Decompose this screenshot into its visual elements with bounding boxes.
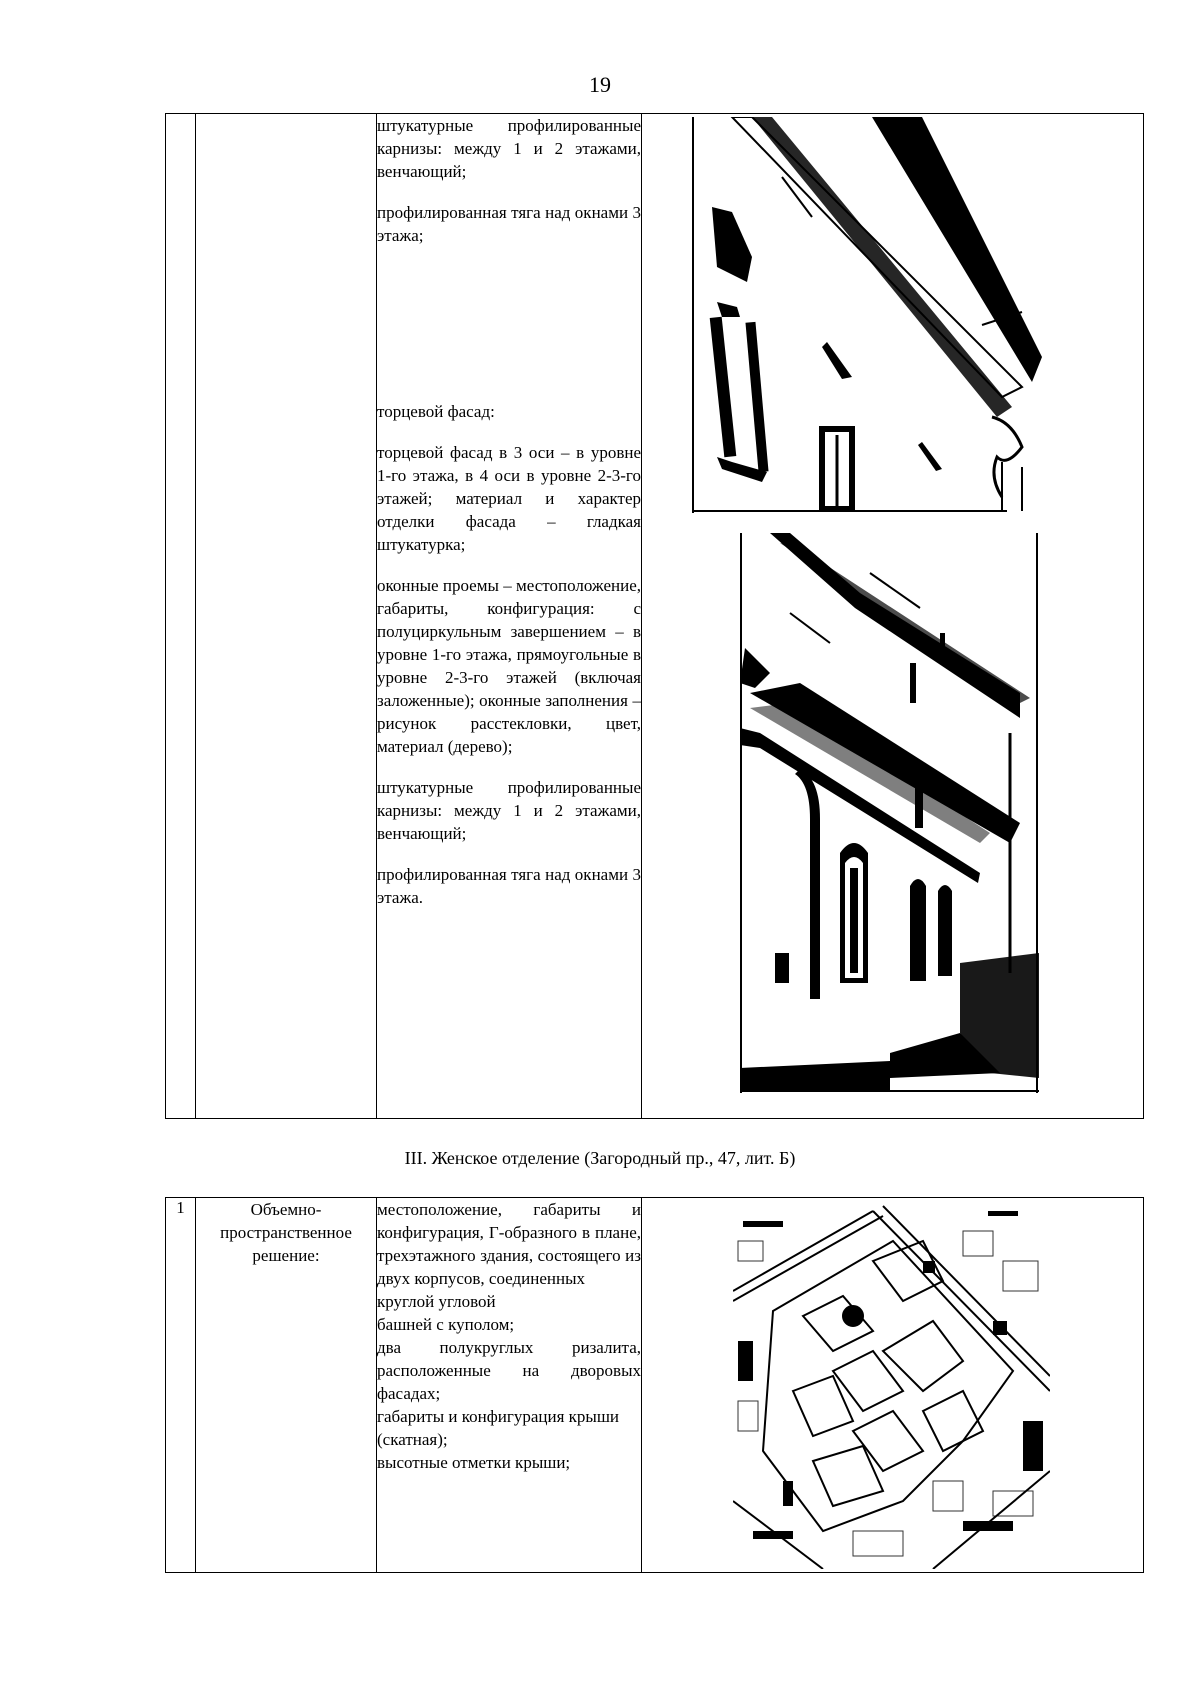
description-paragraph: торцевой фасад в 3 оси – в уровне 1-го этажа, в 4 оси в уровне 2-3-го этажей; материал и характер отделки фасада – гладкая штукатурка; <box>377 443 641 554</box>
section-title: III. Женское отделение (Загородный пр., 47, лит. Б) <box>404 1148 796 1168</box>
description-line: (скатная); <box>377 1430 448 1449</box>
description-line: габариты и конфигурация крыши <box>377 1407 620 1426</box>
row-number-cell <box>166 114 196 1119</box>
description-cell <box>377 1198 642 1573</box>
element-name-cell <box>196 114 377 1119</box>
page-number: 19 <box>589 72 611 97</box>
description-paragraph: штукатурные профилированные карнизы: между 1 и 2 этажами, венчающий; <box>377 116 641 181</box>
end-facade-photo <box>740 533 1039 1093</box>
description-paragraph: профилированная тяга над окнами 3 этажа. <box>377 865 641 907</box>
site-plan-photo <box>733 1201 1050 1569</box>
description-line: местоположение, габариты и конфигурация, Г-образного в плане, трехэтажного здания, состоящего из двух корпусов, соединенных <box>377 1200 641 1288</box>
description-cell <box>377 114 642 1119</box>
description-line: два полукруглых ризалита, расположенные на дворовых фасадах; <box>377 1338 641 1403</box>
facade-cornice-photo <box>692 117 1081 513</box>
description-line: башней с куполом; <box>377 1315 515 1334</box>
description-line: высотные отметки крыши; <box>377 1453 571 1472</box>
description-paragraph: торцевой фасад: <box>377 402 495 421</box>
description-line: круглой угловой <box>377 1292 496 1311</box>
element-name-cell: Объемно-пространственное решение: <box>196 1198 377 1573</box>
description-paragraph: штукатурные профилированные карнизы: между 1 и 2 этажами, венчающий; <box>377 778 641 843</box>
description-paragraph: оконные проемы – местоположение, габариты, конфигурация: с полуциркульным завершением – в уровне 1-го этажа, прямоугольные в уровне 2-3-го этажей (включая заложенные); оконные заполнения – рисунок расстекловки, цвет, материал (дерево); <box>377 576 641 756</box>
description-paragraph: профилированная тяга над окнами 3 этажа; <box>377 203 641 245</box>
row-number-cell: 1 <box>166 1198 196 1573</box>
